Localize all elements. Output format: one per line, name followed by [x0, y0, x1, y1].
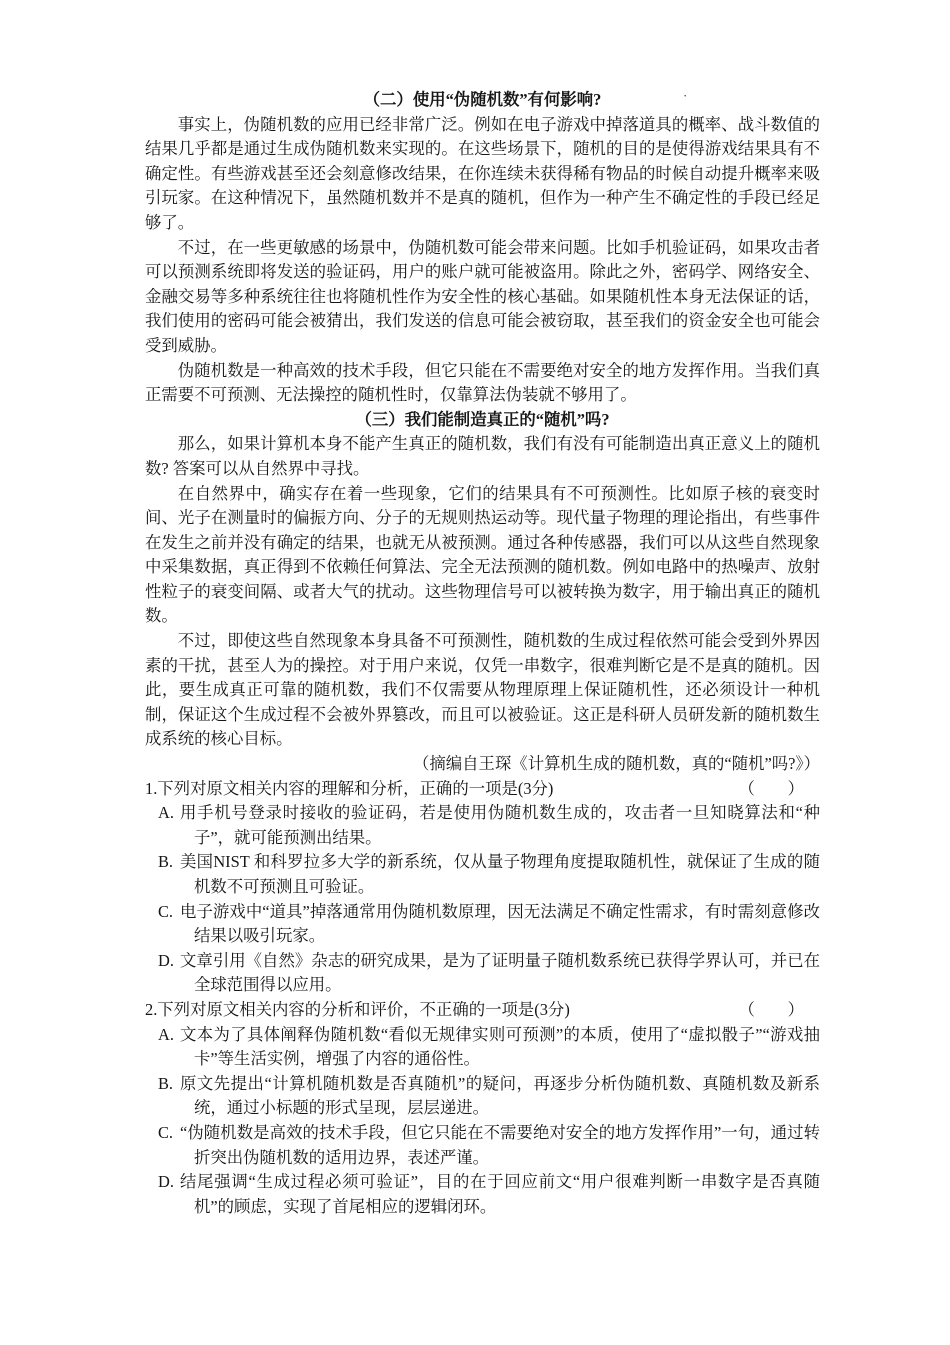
- question-2-number: 2.: [145, 999, 158, 1019]
- option-label: B.: [158, 1073, 174, 1093]
- option-label: D.: [158, 1172, 174, 1192]
- question-2-answer-bracket: （ ）: [738, 999, 804, 1019]
- paragraph-4: 那么，如果计算机本身不能产生真正的随机数，我们有没有可能制造出真正意义上的随机数? 答案可以从自然界中寻找。: [145, 434, 820, 478]
- option-label: C.: [158, 1122, 174, 1142]
- paragraph-1: 事实上，伪随机数的应用已经非常广泛。例如在电子游戏中掉落道具的概率、战斗数值的结果几乎都是通过生成伪随机数来实现的。在这些场景下，随机的目的是使得游戏结果具有不确定性。有些游戏甚至还会刻意修改结果，在你连续未获得稀有物品的时候自动提升概率来吸引玩家。在这种情况下，虽然随机数并不是真的随机，但作为一种产生不确定性的手段已经足够了。: [145, 114, 820, 232]
- section-3-heading: （三）我们能制造真正的“随机”吗?: [355, 409, 610, 429]
- question-1-option-b: [145, 850, 820, 899]
- section-2-heading: （二）使用“伪随机数”有何影响?: [363, 90, 602, 109]
- question-2-option-b: [145, 1072, 820, 1121]
- option-label: D.: [158, 950, 174, 970]
- paragraph-2: 不过，在一些更敏感的场景中，伪随机数可能会带来问题。比如手机验证码，如果攻击者可以预测系统即将发送的验证码，用户的账户就可能被盗用。除此之外，密码学、网络安全、金融交易等多种系统往往也将随机性作为安全性的核心基础。如果随机性本身无法保证的话，我们使用的密码可能会被猜出，我们发送的信息可能会被窃取，甚至我们的资金安全也可能会受到威胁。: [145, 237, 820, 355]
- option-label: B.: [158, 852, 174, 872]
- paragraph-3: 伪随机数是一种高效的技术手段，但它只能在不需要绝对安全的地方发挥作用。当我们真正需要不可预测、无法操控的随机性时，仅靠算法伪装就不够用了。: [145, 360, 820, 405]
- source-attribution: （摘编自王琛《计算机生成的随机数，真的“随机”吗?》）: [413, 754, 820, 774]
- option-text: 文本为了具体阐释伪随机数“看似无规律实则可预测”的本质，使用了“虚拟骰子”“游戏抽卡”等生活实例，增强了内容的通俗性。: [180, 1024, 820, 1069]
- option-text: 电子游戏中“道具”掉落通常用伪随机数原理，因无法满足不确定性需求，有时需刻意修改结果以吸引玩家。: [180, 901, 820, 946]
- question-2: [145, 998, 820, 1023]
- option-text: 美国NIST 和科罗拉多大学的新系统，仅从量子物理角度提取随机性，就保证了生成的随机数不可预测且可验证。: [180, 852, 820, 896]
- paragraph-6: 不过，即使这些自然现象本身具备不可预测性，随机数的生成过程依然可能会受到外界因素的干扰，甚至人为的操控。对于用户来说，仅凭一串数字，很难判断它是不是真的随机。因此，要生成真正可靠的随机数，我们不仅需要从物理原理上保证随机性，还必须设计一种机制，保证这个生成过程不会被外界篡改，而且可以被验证。这正是科研人员研发新的随机数生成系统的核心目标。: [145, 631, 820, 749]
- question-1-text: 下列对原文相关内容的理解和分析，正确的一项是(3分): [157, 778, 554, 798]
- question-1-option-a: [145, 801, 820, 850]
- option-text: 原文先提出“计算机随机数是否真随机”的疑问，再逐步分析伪随机数、真随机数及新系统，通过小标题的形式呈现，层层递进。: [180, 1073, 820, 1118]
- question-2-option-a: [145, 1023, 820, 1072]
- question-1-number: 1.: [145, 778, 158, 798]
- option-text: 用手机号登录时接收的验证码，若是使用伪随机数生成的，攻击者一旦知晓算法和“种子”，就可能预测出结果。: [180, 803, 820, 847]
- document-body: [145, 88, 820, 1219]
- question-1-option-d: [145, 949, 820, 998]
- question-2-option-c: [145, 1121, 820, 1170]
- question-2-option-d: [145, 1170, 820, 1219]
- question-1: [145, 777, 820, 802]
- question-1-option-c: [145, 900, 820, 949]
- option-label: A.: [158, 1024, 174, 1044]
- option-label: A.: [158, 803, 174, 823]
- option-label: C.: [158, 901, 174, 921]
- question-1-answer-bracket: （ ）: [738, 778, 804, 798]
- option-text: 文章引用《自然》杂志的研究成果，是为了证明量子随机数系统已获得学界认可，并已在全球范围得以应用。: [180, 950, 820, 995]
- option-text: “伪随机数是高效的技术手段，但它只能在不需要绝对安全的地方发挥作用”一句，通过转折突出伪随机数的适用边界，表述严谨。: [180, 1122, 820, 1167]
- option-text: 结尾强调“生成过程必须可验证”，目的在于回应前文“用户很难判断一串数字是否真随机”的顾虑，实现了首尾相应的逻辑闭环。: [180, 1172, 820, 1216]
- stray-mark: ·: [683, 88, 688, 103]
- paragraph-5: 在自然界中，确实存在着一些现象，它们的结果具有不可预测性。比如原子核的衰变时间、光子在测量时的偏振方向、分子的无规则热运动等。现代量子物理的理论指出，有些事件在发生之前并没有确定的结果，也就无从被预测。通过各种传感器，我们可以从这些自然现象中采集数据，真正得到不依赖任何算法、完全无法预测的随机数。例如电路中的热噪声、放射性粒子的衰变间隔、或者大气的扰动。这些物理信号可以被转换为数字，用于输出真正的随机数。: [145, 483, 820, 626]
- question-2-text: 下列对原文相关内容的分析和评价，不正确的一项是(3分): [157, 999, 570, 1019]
